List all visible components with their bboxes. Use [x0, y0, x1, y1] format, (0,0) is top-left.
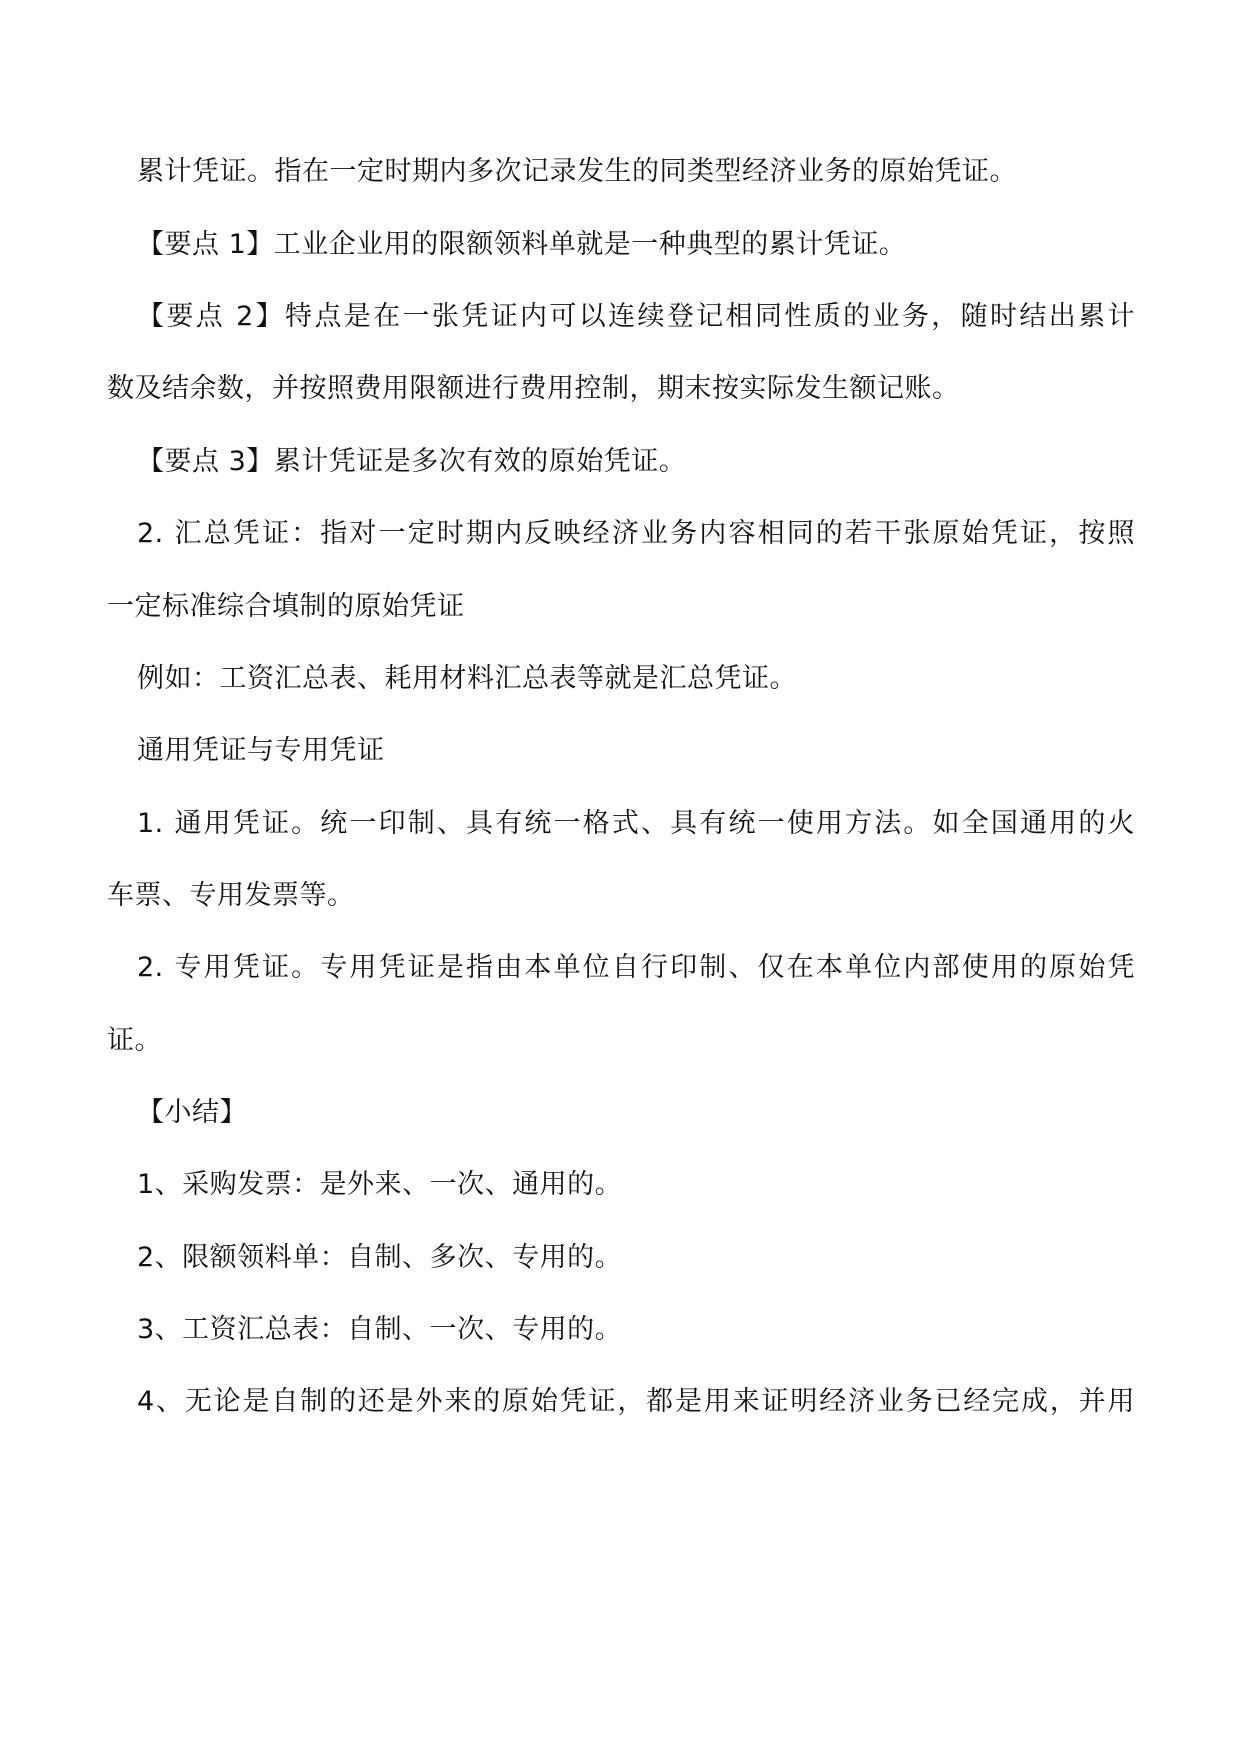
- paragraph-point-2-line-2: 数及结余数，并按照费用限额进行费用控制，期末按实际发生额记账。: [107, 373, 960, 404]
- paragraph-special-voucher-line-2: 证。: [107, 1025, 162, 1056]
- summary-item-4: 4、无论是自制的还是外来的原始凭证，都是用来证明经济业务已经完成，并用: [137, 1386, 1135, 1417]
- section-heading-general-special: 通用凭证与专用凭证: [137, 735, 385, 766]
- paragraph-point-3: 【要点 3】累计凭证是多次有效的原始凭证。: [137, 446, 687, 477]
- summary-item-2: 2、限额领料单：自制、多次、专用的。: [137, 1242, 623, 1273]
- paragraph-summary-voucher-line-2: 一定标准综合填制的原始凭证: [107, 591, 465, 622]
- paragraph-point-2-line-1: 【要点 2】特点是在一张凭证内可以连续登记相同性质的业务，随时结出累计: [137, 301, 1135, 332]
- paragraph-point-1: 【要点 1】工业企业用的限额领料单就是一种典型的累计凭证。: [137, 229, 907, 260]
- paragraph-cumulative-voucher: 累计凭证。指在一定时期内多次记录发生的同类型经济业务的原始凭证。: [137, 156, 1017, 187]
- paragraph-general-voucher-line-2: 车票、专用发票等。: [107, 880, 355, 911]
- summary-heading: 【小结】: [137, 1097, 247, 1128]
- paragraph-example: 例如：工资汇总表、耗用材料汇总表等就是汇总凭证。: [137, 663, 797, 694]
- paragraph-summary-voucher-line-1: 2. 汇总凭证：指对一定时期内反映经济业务内容相同的若干张原始凭证，按照: [137, 518, 1135, 549]
- paragraph-general-voucher-line-1: 1. 通用凭证。统一印制、具有统一格式、具有统一使用方法。如全国通用的火: [137, 808, 1135, 839]
- paragraph-special-voucher-line-1: 2. 专用凭证。专用凭证是指由本单位自行印制、仅在本单位内部使用的原始凭: [137, 952, 1135, 983]
- summary-item-1: 1、采购发票：是外来、一次、通用的。: [137, 1169, 623, 1200]
- summary-item-3: 3、工资汇总表：自制、一次、专用的。: [137, 1314, 623, 1345]
